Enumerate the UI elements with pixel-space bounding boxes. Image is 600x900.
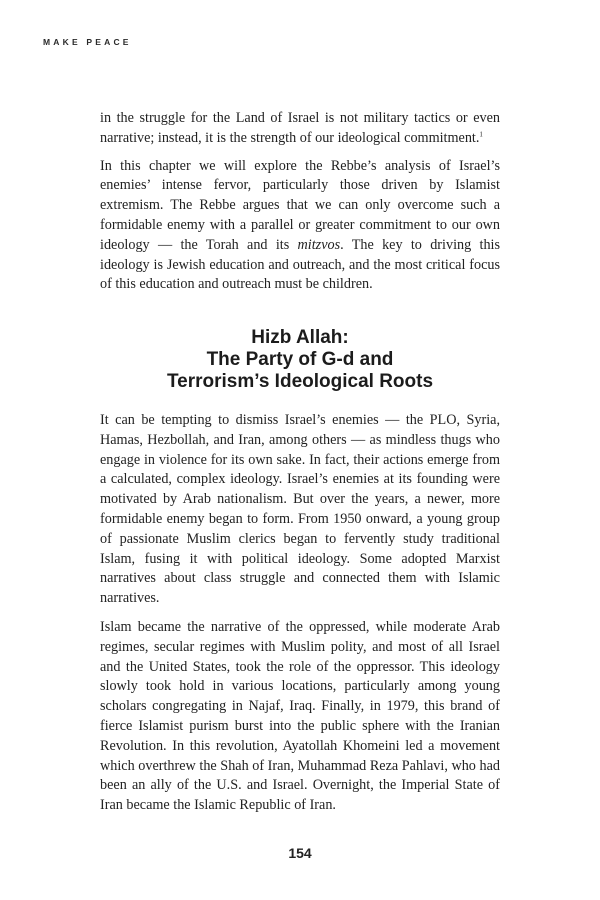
intro-paragraph-text-a: In this chapter we will explore the Rebbe’s analysis of Israel’s enemies’ intense fervor, particularly those driven by Islamist extremism. The Rebbe argues that we can only overcome such a formidable enemy with a parallel or greater commitment to our own ideology — the Torah and its	[100, 157, 500, 253]
footnote-reference[interactable]: 1	[479, 130, 483, 139]
section-heading	[100, 327, 500, 393]
section-heading-line-2: The Party of G-d and	[206, 349, 394, 370]
section-heading-line-3: Terrorism’s Ideological Roots	[166, 371, 434, 392]
running-head: MAKE PEACE	[43, 37, 132, 47]
intro-continuation-text: in the struggle for the Land of Israel is not military tactics or even narrative; instead, it is the strength of our ideological commitment.	[100, 110, 500, 146]
section-body	[100, 411, 500, 816]
page-number: 154	[288, 845, 312, 861]
section-heading-line-1: Hizb Allah:	[251, 327, 349, 348]
section-paragraph-1: It can be tempting to dismiss Israel’s enemies — the PLO, Syria, Hamas, Hezbollah, and Iran, among others — as mindless thugs who engage in violence for its own sake. In fact, their actions emerge from a calculated, complex ideology. Israel’s enemies at its founding were motivated by Arab nationalism. But over the years, a newer, more formidable enemy began to form. From 1950 onward, a young group of passionate Muslim clerics began to fervently study traditional Islam, fusing it with political ideology. Some adopted Marxist narratives about class struggle and connected them with Islamic narratives.	[100, 412, 500, 607]
section-paragraph-2: Islam became the narrative of the oppressed, while moderate Arab regimes, secular regimes with Muslim polity, and most of all Israel and the United States, took the role of the oppressor. This ideology slowly took hold in various locations, particularly among young scholars congregating in Najaf, Iraq. Finally, in 1979, this brand of fierce Islamist purism burst into the public sphere with the Iranian Revolution. In this revolution, Ayatollah Khomeini led a movement which overthrew the Shah of Iran, Muhammad Reza Pahlavi, who had been an ally of the U.S. and Israel. Overnight, the Imperial State of Iran became the Islamic Republic of Iran.	[100, 618, 500, 814]
intro-paragraph-italic: mitzvos	[297, 236, 341, 253]
intro-paragraph-text-b: . The key to driving this ideology is Jewish education and outreach, and the most critical focus of this education and outreach must be children.	[100, 236, 500, 293]
intro-text	[100, 109, 500, 295]
intro-paragraph	[100, 157, 500, 296]
intro-continuation-paragraph	[100, 109, 500, 149]
